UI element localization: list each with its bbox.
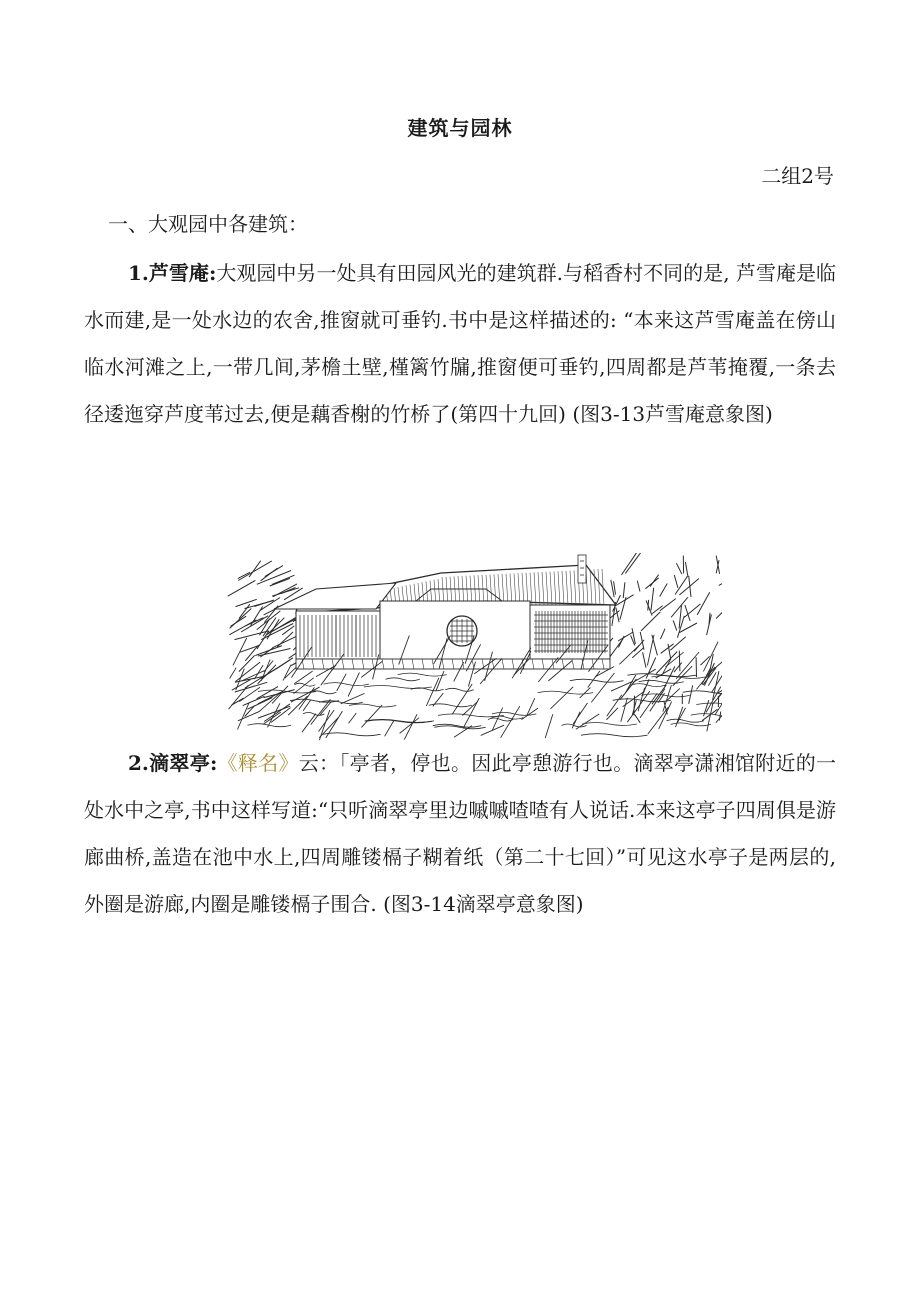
page-title: 建筑与园林 — [407, 116, 513, 140]
paragraph-dicuiting — [84, 740, 836, 928]
citation-shiming: 《释名》 — [217, 751, 299, 775]
section-heading: 一、大观园中各建筑： — [108, 212, 308, 236]
author-label: 二组2号 — [761, 164, 834, 188]
figure-luxuean-illustration — [226, 553, 722, 743]
term-luxuean: 1.芦雪庵: — [128, 261, 217, 285]
paragraph-luxuean — [84, 250, 836, 438]
cottage-sketch-icon — [226, 553, 722, 743]
term-dicuiting: 2.滴翠亭: — [128, 751, 218, 775]
paragraph-body: 云：「亭者，停也。因此亭憩游行也。滴翠亭潇湘馆附近的一处水中之亭,书中这样写道:“只听滴翠亭里边嘁嘁喳喳有人说话.本来这亭子四周俱是游廊曲桥,盖造在池中水上,四周雕镂槅子糊着纸（第二十七回）”可见这水亭子是两层的,外圈是游廊,内圈是雕镂槅子围合. (图3-14滴翠亭意象图) — [84, 751, 836, 916]
paragraph-body: 大观园中另一处具有田园风光的建筑群.与稻香村不同的是, 芦雪庵是临水而建,是一处水边的农舍,推窗就可垂钓.书中是这样描述的: “本来这芦雪庵盖在傍山临水河滩之上,一带几间,茅檐土壁,槿篱竹牖,推窗便可垂钓,四周都是芦苇掩覆,一条去径逶迤穿芦度苇过去,便是藕香榭的竹桥了(第四十九回) (图3-13芦雪庵意象图) — [84, 261, 836, 426]
